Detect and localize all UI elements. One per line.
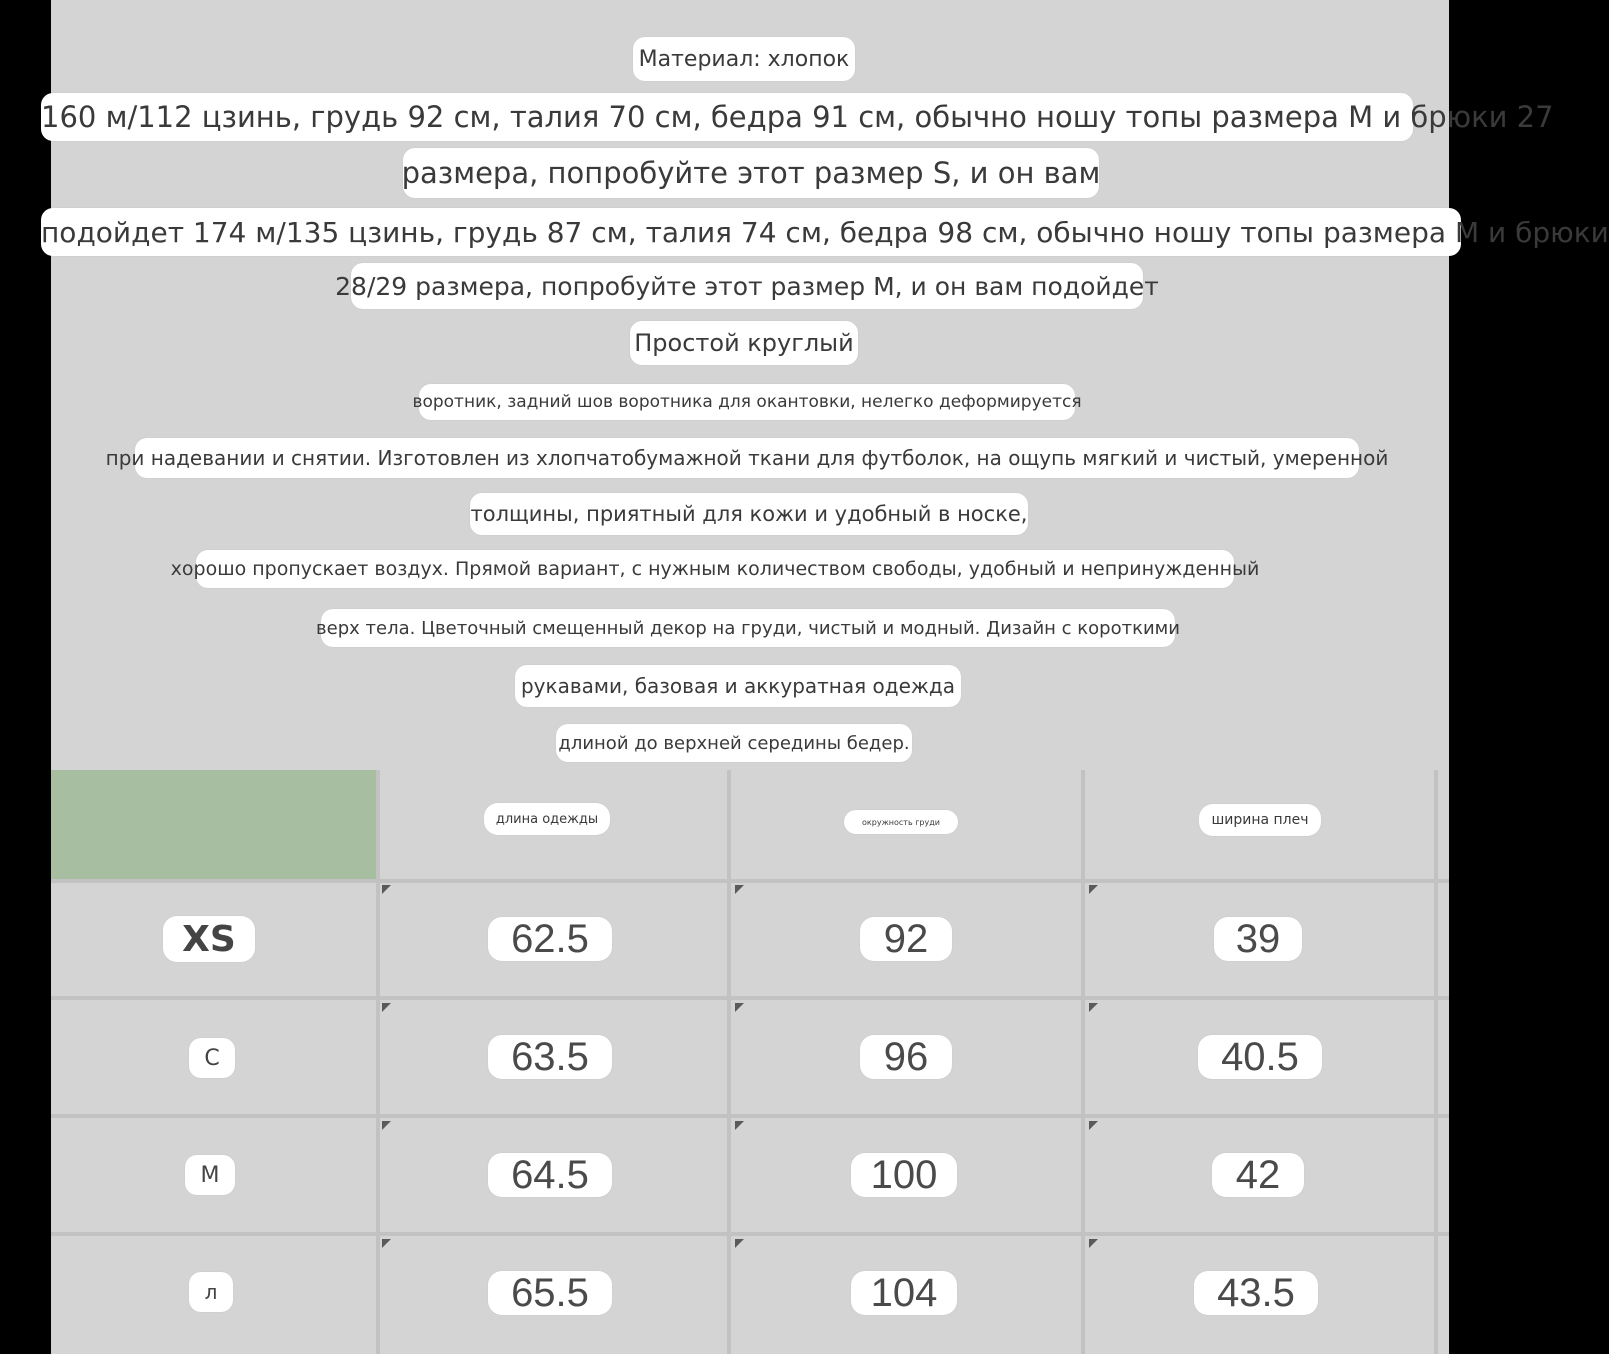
shoulder-value: 40.5 <box>1198 1035 1322 1079</box>
header-shoulder-width: ширина плеч <box>1199 804 1321 836</box>
size-column-header <box>51 770 378 881</box>
shoulder-value: 39 <box>1214 917 1302 961</box>
chest-value: 96 <box>860 1035 952 1079</box>
material-label: Материал: хлопок <box>633 37 855 81</box>
size-table <box>51 770 1449 1354</box>
shoulder-value: 43.5 <box>1194 1271 1318 1315</box>
garment-length-value: 65.5 <box>488 1271 612 1315</box>
description-line: при надевании и снятии. Изготовлен из хлопчатобумажной ткани для футболок, на ощупь мягкий и чистый, умеренной <box>135 438 1359 478</box>
product-description-image <box>41 0 1609 1354</box>
chest-value: 92 <box>860 917 952 961</box>
description-line: 160 м/112 цзинь, грудь 92 см, талия 70 см, бедра 91 см, обычно ношу топы размера M и брюки 27 <box>41 93 1413 141</box>
size-label: М <box>185 1155 235 1195</box>
garment-length-value: 62.5 <box>488 917 612 961</box>
description-line: длиной до верхней середины бедер. <box>556 724 912 762</box>
description-line: верх тела. Цветочный смещенный декор на груди, чистый и модный. Дизайн с короткими <box>321 609 1175 647</box>
description-line: воротник, задний шов воротника для окантовки, нелегко деформируется <box>419 384 1075 420</box>
size-label: С <box>189 1038 235 1078</box>
description-line: размера, попробуйте этот размер S, и он вам <box>403 148 1099 198</box>
description-line: толщины, приятный для кожи и удобный в носке, <box>470 493 1028 535</box>
description-line: 28/29 размера, попробуйте этот размер M, и он вам подойдет <box>351 263 1143 309</box>
size-label: л <box>189 1272 233 1312</box>
header-chest-circumference: окружность груди <box>844 810 958 834</box>
header-garment-length: длина одежды <box>484 803 610 835</box>
description-line: подойдет 174 м/135 цзинь, грудь 87 см, талия 74 см, бедра 98 см, обычно ношу топы размера M и брюки <box>41 208 1461 256</box>
description-line: рукавами, базовая и аккуратная одежда <box>515 665 961 707</box>
description-line: Простой круглый <box>630 321 858 365</box>
chest-value: 100 <box>851 1153 957 1197</box>
chest-value: 104 <box>851 1271 957 1315</box>
shoulder-value: 42 <box>1212 1153 1304 1197</box>
size-label: XS <box>163 916 255 962</box>
garment-length-value: 63.5 <box>488 1035 612 1079</box>
description-line: хорошо пропускает воздух. Прямой вариант, с нужным количеством свободы, удобный и непринужденный <box>196 550 1234 588</box>
garment-length-value: 64.5 <box>488 1153 612 1197</box>
